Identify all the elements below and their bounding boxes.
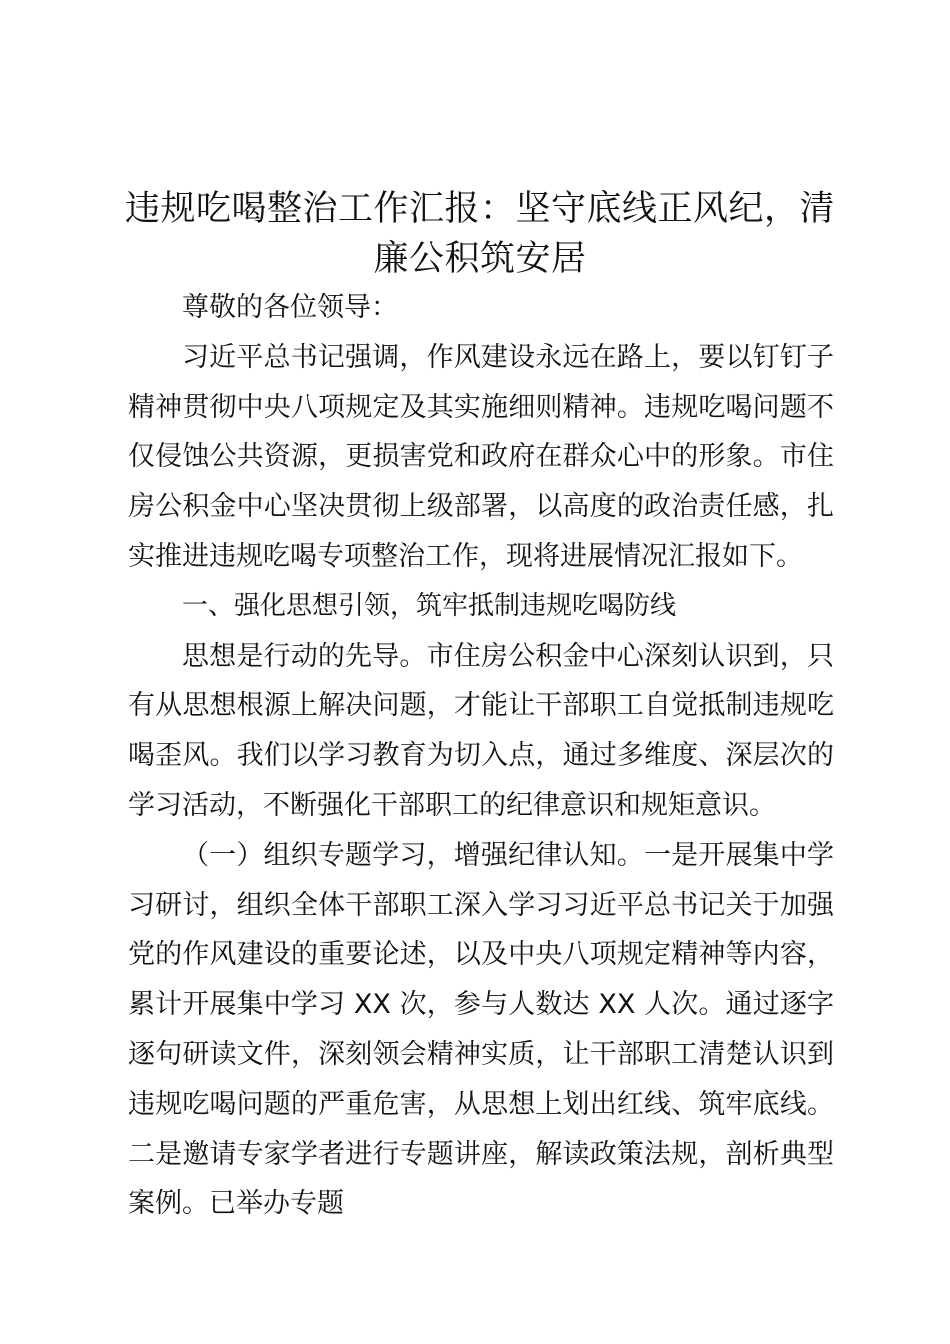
document-title: 违规吃喝整治工作汇报：坚守底线正风纪，清廉公积筑安居 xyxy=(124,189,835,279)
document-body xyxy=(128,283,834,1229)
salutation: 尊敬的各位领导： xyxy=(182,292,398,323)
paragraph-subsection-1: （一）组织专题学习，增强纪律认知。一是开展集中学习研讨，组织全体干部职工深入学习习近平总书记关于加强党的作风建设的重要论述，以及中央八项规定精神等内容，累计开展集中学习 XX 次，参与人数达 XX 人次。通过逐字逐句研读文件，深刻领会精神实质，让干部职工清楚认识到违规吃喝问题的严重危害，从思想上划出红线、筑牢底线。二是邀请专家学者进行专题讲座，解读政策法规，剖析典型案例。已举办专题 xyxy=(128,839,834,1220)
paragraph-intro: 习近平总书记强调，作风建设永远在路上，要以钉钉子精神贯彻中央八项规定及其实施细则精神。违规吃喝问题不仅侵蚀公共资源，更损害党和政府在群众心中的形象。市住房公积金中心坚决贯彻上级部署，以高度的政治责任感，扎实推进违规吃喝专项整治工作，现将进展情况汇报如下。 xyxy=(128,341,834,572)
section-heading-1: 一、强化思想引领，筑牢抵制违规吃喝防线 xyxy=(182,590,677,621)
paragraph-section-1: 思想是行动的先导。市住房公积金中心深刻认识到，只有从思想根源上解决问题，才能让干部职工自觉抵制违规吃喝歪风。我们以学习教育为切入点，通过多维度、深层次的学习活动，不断强化干部职工的纪律意识和规矩意识。 xyxy=(128,640,834,821)
